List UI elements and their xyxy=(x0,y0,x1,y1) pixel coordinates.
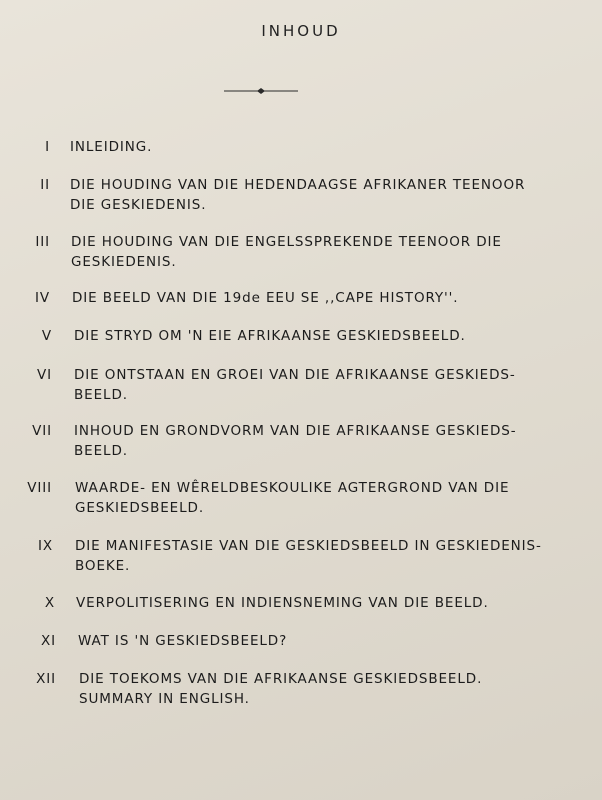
chapter-number: V xyxy=(41,328,52,344)
chapter-number: III xyxy=(35,234,50,250)
chapter-number: IV xyxy=(34,290,50,306)
chapter-title: DIE ONTSTAAN EN GROEI VAN DIE AFRIKAANSE GESKIEDS- BEELD. xyxy=(74,367,516,403)
chapter-title: WAARDE- EN WÊRELDBESKOULIKE AGTERGROND VAN DIE GESKIEDSBEELD. xyxy=(75,480,510,516)
chapter-number: VI xyxy=(36,367,52,383)
chapter-title: VERPOLITISERING EN INDIENSNEMING VAN DIE BEELD. xyxy=(76,595,489,611)
chapter-title: INHOUD EN GRONDVORM VAN DIE AFRIKAANSE GESKIEDS- BEELD. xyxy=(74,423,517,459)
chapter-number: X xyxy=(44,595,55,611)
page-title: INHOUD xyxy=(261,22,341,40)
chapter-title: DIE HOUDING VAN DIE ENGELSSPREKENDE TEENOOR DIE GESKIEDENIS. xyxy=(71,234,502,270)
chapter-number: IX xyxy=(37,538,53,554)
chapter-number: VII xyxy=(32,423,52,439)
chapter-title: DIE STRYD OM 'N EIE AFRIKAANSE GESKIEDSBEELD. xyxy=(74,328,466,344)
chapter-title: INLEIDING. xyxy=(70,139,153,155)
chapter-number: I xyxy=(45,139,50,155)
chapter-title: DIE MANIFESTASIE VAN DIE GESKIEDSBEELD IN GESKIEDENIS- BOEKE. xyxy=(75,538,542,574)
chapter-title: WAT IS 'N GESKIEDSBEELD? xyxy=(78,633,288,649)
chapter-number: XII xyxy=(36,671,56,687)
chapter-number: XI xyxy=(40,633,56,649)
chapter-number: VIII xyxy=(27,480,52,496)
chapter-number: II xyxy=(40,177,50,193)
chapter-title: DIE HOUDING VAN DIE HEDENDAAGSE AFRIKANER TEENOOR DIE GESKIEDENIS. xyxy=(70,177,526,213)
chapter-title: DIE TOEKOMS VAN DIE AFRIKAANSE GESKIEDSBEELD. SUMMARY IN ENGLISH. xyxy=(79,671,483,707)
chapter-title: DIE BEELD VAN DIE 19de EEU SE ,,CAPE HISTORY''. xyxy=(72,290,459,306)
ornament-divider xyxy=(224,85,298,97)
